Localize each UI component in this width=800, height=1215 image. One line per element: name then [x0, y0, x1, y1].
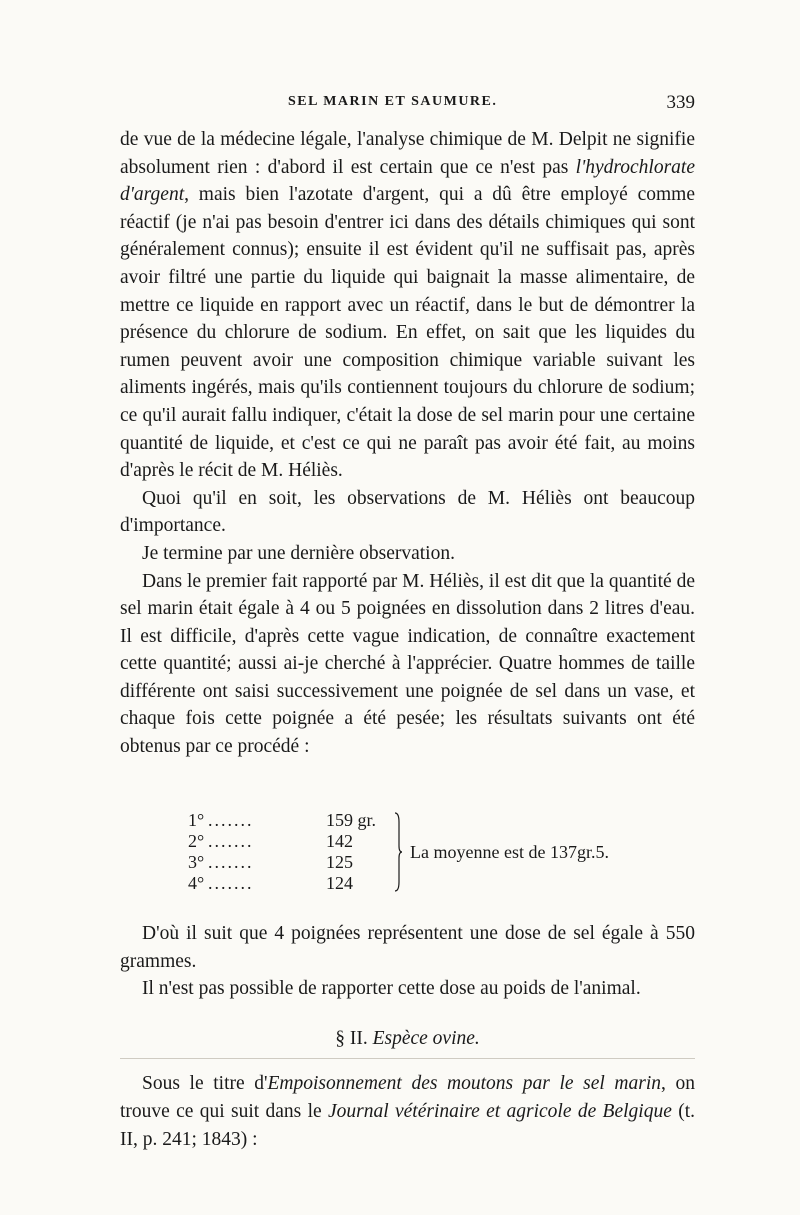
row-value: 125 — [326, 852, 353, 872]
running-title: SEL MARIN ET SAUMURE. — [288, 94, 498, 109]
section-heading — [120, 1028, 695, 1050]
paragraph-3: Je termine par une dernière observation. — [142, 542, 455, 564]
paragraph-1 — [120, 126, 695, 485]
p1-text-a: de vue de la médecine légale, l'analyse chimique de M. Delpit ne signifie absolument rien : d'abord il est certain que ce n'est pas — [120, 129, 695, 178]
paragraph-4: Dans le premier fait rapporté par M. Héliès, il est dit que la quantité de sel marin était égale à 4 ou 5 poignées en dissolution dans 2 litres d'eau. Il est difficile, d'après cette vague indication, de connaître exactement cette quantité; aussi ai-je cherché à l'apprécier. Quatre hommes de taille différente ont saisi successivement une poignée de sel dans un vase, et chaque fois cette poignée a été pesée; les résultats suivants ont été obtenus par ce procédé : — [120, 570, 695, 758]
row-dots: ....... — [208, 831, 254, 851]
row-dots: ....... — [208, 852, 254, 872]
paragraph-6: Il n'est pas possible de rapporter cette dose au poids de l'animal. — [142, 978, 641, 1000]
row-value: 142 — [326, 831, 353, 851]
paragraph-2: Quoi qu'il en soit, les observations de M. Héliès ont beaucoup d'importance. — [120, 487, 695, 537]
table-row — [188, 831, 353, 853]
row-dots: ....... — [208, 873, 254, 893]
body-text — [120, 126, 695, 761]
row-dots: ....... — [208, 810, 254, 830]
row-value: 124 — [326, 873, 353, 893]
p7-text-c: (t. II, p. 241; 1843) : — [120, 1101, 695, 1150]
table-row — [188, 810, 377, 832]
row-label: 2° — [188, 831, 205, 851]
section-number: § II. — [335, 1028, 368, 1049]
p7-italic-1: Empoisonnement des moutons par le sel marin — [267, 1073, 662, 1094]
p1-text-b: , mais bien l'azotate d'argent, qui a dû être employé comme réactif (je n'ai pas besoin d'entrer ici dans des détails chimiques qui sont généralement connus); ensuite il est évident qu'il ne suffisait pas, après avoir filtré une partie du liquide qui baignait la masse alimentaire, de mettre ce liquide en rapport avec un réactif, dans le but de démontrer la présence du chlorure de sodium. En effet, on sait que les liquides du rumen peuvent avoir une composition chimique variable suivant les aliments ingérés, mais qu'ils contiennent toujours du chlorure de sodium; ce qu'il aurait fallu indiquer, c'était la dose de sel marin pour une certaine quantité de liquide, et c'est ce qui ne paraît pas avoir été fait, au moins d'après le récit de M. Héliès. — [120, 184, 695, 482]
row-label: 3° — [188, 852, 205, 872]
section-title: Espèce ovine. — [372, 1028, 480, 1049]
brace-icon — [394, 812, 402, 892]
average-note: La moyenne est de 137gr.5. — [410, 842, 609, 862]
row-label: 1° — [188, 810, 205, 830]
row-label: 4° — [188, 873, 205, 893]
running-header — [120, 94, 695, 118]
conclusion-text — [120, 920, 695, 1003]
page-number: 339 — [666, 92, 695, 113]
table-row — [188, 873, 353, 895]
p7-text-a: Sous le titre d' — [142, 1073, 268, 1094]
table-row — [188, 852, 353, 874]
weights-table — [188, 810, 628, 894]
row-value: 159 gr. — [326, 810, 377, 830]
final-paragraph — [120, 1070, 695, 1154]
p1-italic: l'hydrochlorate d'argent — [120, 156, 695, 206]
p7-italic-2: Journal vétérinaire et agricole de Belgique — [327, 1101, 672, 1122]
paragraph-7 — [120, 1070, 695, 1154]
paragraph-5: D'où il suit que 4 poignées représentent une dose de sel égale à 550 grammes. — [120, 923, 695, 972]
p7-text-b: , on trouve ce qui suit dans le — [120, 1073, 696, 1122]
divider — [120, 1058, 695, 1059]
